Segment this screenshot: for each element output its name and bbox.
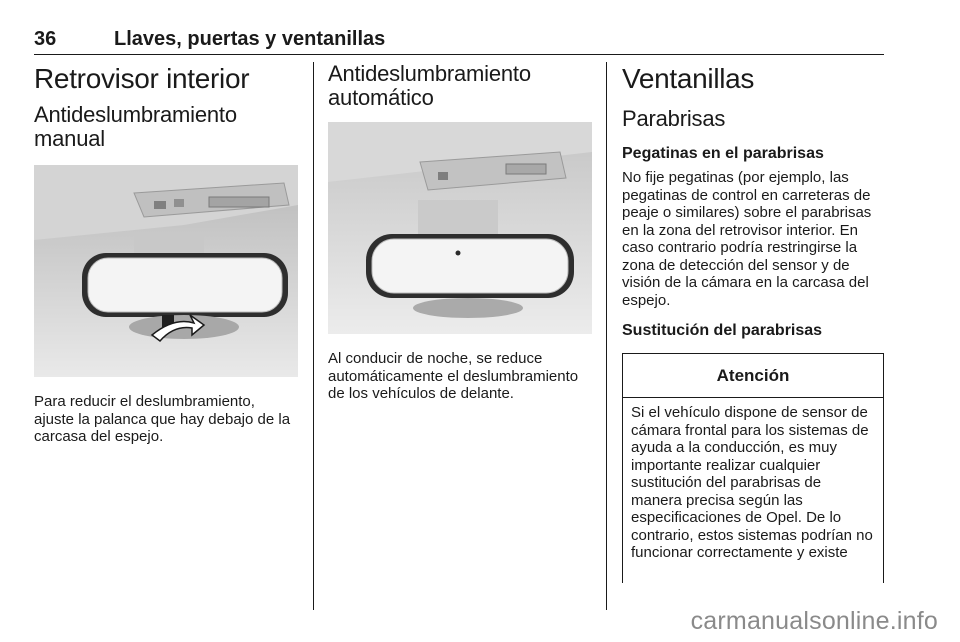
subtitle-parabrisas: Parabrisas bbox=[622, 106, 726, 131]
heading-pegatinas: Pegatinas en el parabrisas bbox=[622, 145, 824, 162]
subtitle-automatic: Antideslumbramiento automático bbox=[328, 61, 531, 110]
heading-sustitucion: Sustitución del parabrisas bbox=[622, 322, 823, 339]
pegatinas-text: No fije pegatinas (por ejemplo, las pegatinas de control en carreteras de peaje o similares) sobre el parabrisas en la zona del retrovisor interior. En caso contrario podría restringirse la zona de detección del sensor y de visión de la cámara en la carcasa del espejo. bbox=[622, 169, 872, 309]
column-automatic bbox=[328, 62, 590, 403]
watermark: carmanualsonline.info bbox=[690, 607, 938, 635]
page-header bbox=[34, 28, 884, 55]
subtitle-manual: Antideslumbramiento manual bbox=[34, 102, 237, 151]
warning-text: Si el vehículo dispone de sensor de cámara frontal para los sistemas de ayuda a la conducción, es muy importante realizar cualquier sustitución del parabrisas de manera precisa según las especificaciones de Opel. De lo contrario, estos sistemas podrían no funcionar correctamente y existe bbox=[631, 404, 873, 561]
column-divider-right bbox=[606, 62, 607, 610]
warning-box bbox=[622, 353, 884, 583]
automatic-dimming-mirror-photo bbox=[328, 122, 592, 334]
warning-title: Atención bbox=[623, 354, 883, 398]
automatic-dimming-text: Al conducir de noche, se reduce automáticamente el deslumbramiento de los vehículos de delante. bbox=[328, 350, 579, 402]
column-retrovisor bbox=[34, 62, 296, 446]
manual-dimming-mirror-photo bbox=[34, 165, 298, 377]
chapter-title: Llaves, puertas y ventanillas bbox=[114, 28, 386, 50]
section-title-ventanillas: Ventanillas bbox=[622, 63, 755, 94]
section-title-retrovisor: Retrovisor interior bbox=[34, 63, 250, 94]
column-divider-left bbox=[313, 62, 314, 610]
manual-dimming-text: Para reducir el deslumbramiento, ajuste la palanca que hay debajo de la carcasa del espejo. bbox=[34, 393, 291, 445]
column-ventanillas bbox=[622, 62, 884, 340]
page-number: 36 bbox=[34, 28, 57, 50]
